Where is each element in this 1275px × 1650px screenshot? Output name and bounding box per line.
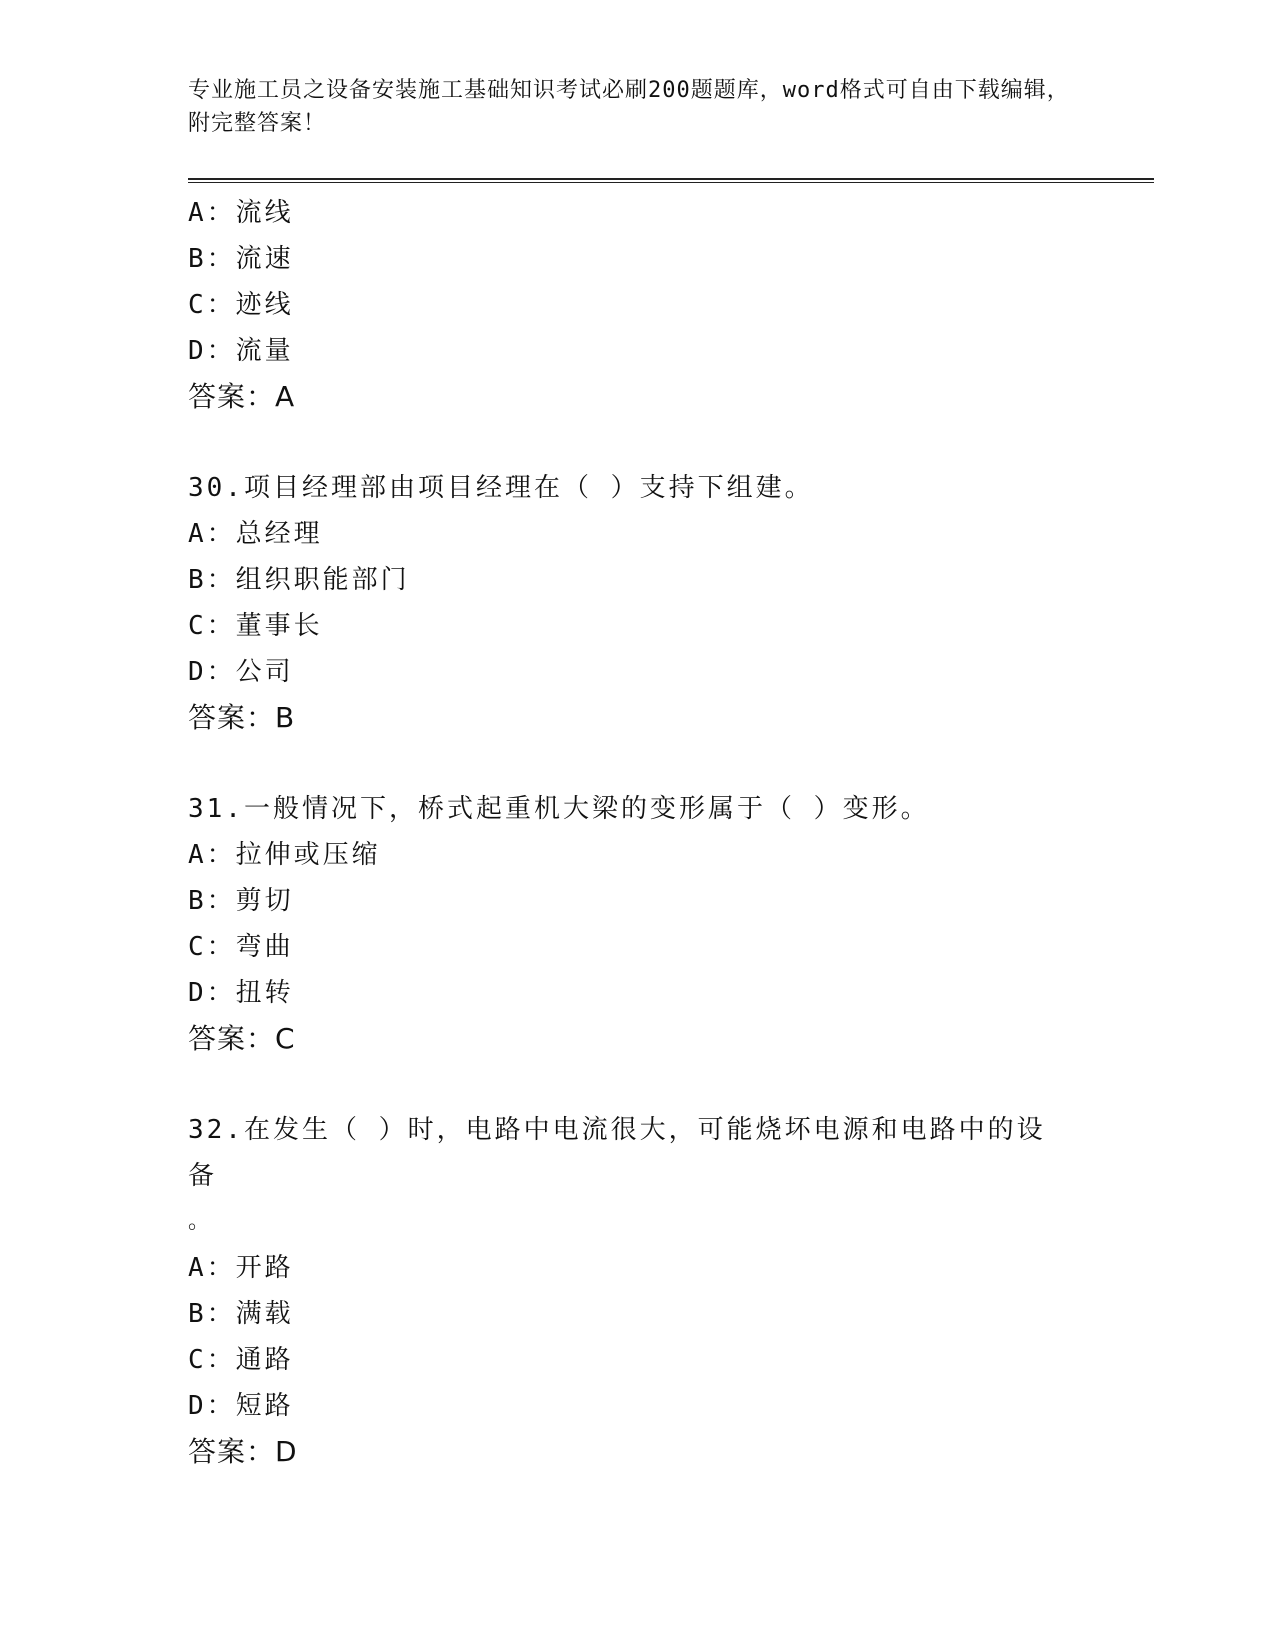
question-text: 32.在发生（ ）时，电路中电流很大，可能烧坏电源和电路中的设备 <box>188 1115 1046 1191</box>
question-32-block <box>188 1107 1088 1475</box>
option-b: B：剪切 <box>188 886 294 916</box>
option-c: C：董事长 <box>188 611 323 641</box>
option-b: B：满载 <box>188 1299 294 1329</box>
answer-line: 答案：C <box>188 1022 296 1055</box>
header-divider-thin <box>188 182 1154 183</box>
option-b: B：组织职能部门 <box>188 565 410 595</box>
option-a: A：总经理 <box>188 519 323 549</box>
option-b: B：流速 <box>188 244 294 274</box>
question-list <box>188 190 1088 1475</box>
document-header: 专业施工员之设备安装施工基础知识考试必刷200题题库，word格式可自由下载编辑，附完整答案！ <box>188 78 1070 136</box>
option-a: A：拉伸或压缩 <box>188 840 381 870</box>
option-c: C：迹线 <box>188 290 294 320</box>
answer-line: 答案：B <box>188 701 296 734</box>
option-d: D：流量 <box>188 336 294 366</box>
question-text: 31.一般情况下，桥式起重机大梁的变形属于（ ）变形。 <box>188 794 930 824</box>
question-text: 30.项目经理部由项目经理在（ ）支持下组建。 <box>188 473 814 503</box>
question-29-block <box>188 190 1088 420</box>
option-c: C：通路 <box>188 1345 294 1375</box>
answer-line: 答案：A <box>188 380 296 413</box>
option-a: A：流线 <box>188 198 294 228</box>
question-text-continuation: 。 <box>188 1209 211 1234</box>
header-divider <box>188 178 1154 180</box>
option-d: D：短路 <box>188 1391 294 1421</box>
answer-line: 答案：D <box>188 1435 298 1468</box>
question-30-block <box>188 465 1088 741</box>
option-d: D：扭转 <box>188 978 294 1008</box>
option-d: D：公司 <box>188 657 294 687</box>
option-c: C：弯曲 <box>188 932 294 962</box>
option-a: A：开路 <box>188 1253 294 1283</box>
question-31-block <box>188 786 1088 1062</box>
